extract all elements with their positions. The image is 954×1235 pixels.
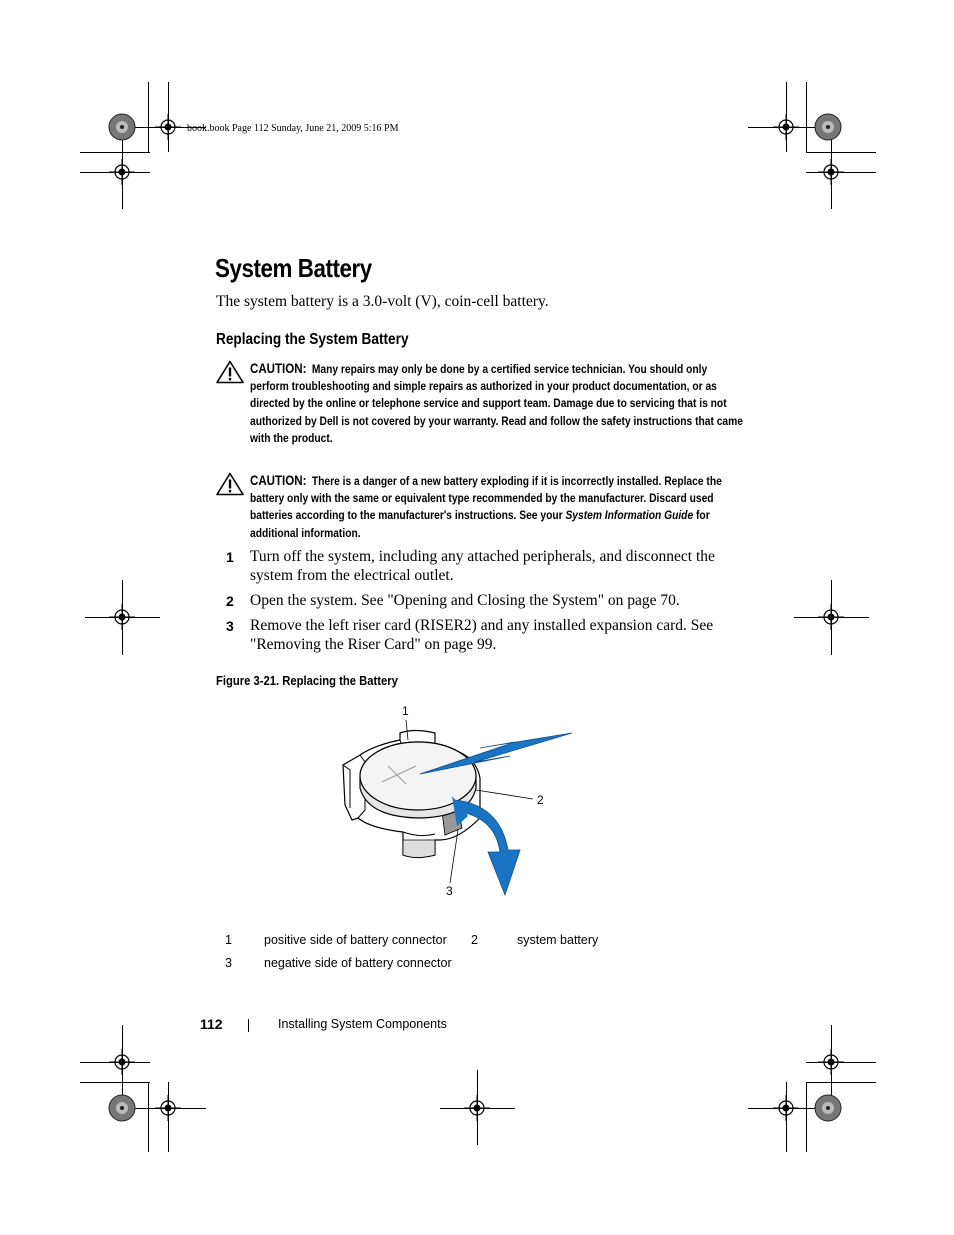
step-text: Open the system. See "Opening and Closing the System" on page 70. (250, 592, 680, 609)
warning-triangle-icon (216, 472, 244, 496)
step-number: 2 (226, 593, 234, 609)
caution-label: CAUTION: (250, 361, 307, 376)
page-title: System Battery (215, 253, 372, 283)
callout-label: 3 (446, 884, 453, 898)
section-heading: Replacing the System Battery (216, 331, 409, 348)
footer-section-title: Installing System Components (278, 1017, 447, 1031)
legend-label: system battery (517, 933, 599, 947)
guide-title: System Information Guide (565, 508, 694, 523)
step-number: 3 (226, 618, 234, 634)
step-number: 1 (226, 549, 234, 565)
caution-text (250, 472, 746, 542)
legend-label: positive side of battery connector (264, 933, 447, 947)
step-text: Turn off the system, including any attached peripherals, and disconnect the system from the electrical outlet. (250, 548, 715, 584)
footer-divider (248, 1019, 249, 1032)
caution-body: There is a danger of a new battery exploding if it is incorrectly installed. Replace the battery only with the same or equivalent type recommended by the manufacturer. Discard used batteries according to the manufacturer's instructions. See your (250, 474, 722, 523)
caution-body: Many repairs may only be done by a certified service technician. You should only perform troubleshooting and simple repairs as authorized in your product documentation, or as directed by the online or telephone service and support team. Damage due to servicing that is not authorized by Dell is not covered by your warranty. Read and follow the safety instructions that came with the product. (250, 362, 743, 445)
warning-triangle-icon (216, 360, 244, 384)
caution-text (250, 360, 746, 447)
step-text: Remove the left riser card (RISER2) and any installed expansion card. See "Removing the Riser Card" on page 99. (250, 617, 714, 653)
print-header-stamp: book.book Page 112 Sunday, June 21, 2009 5:16 PM (187, 123, 399, 134)
figure-caption: Figure 3-21. Replacing the Battery (216, 674, 398, 688)
callout-label: 1 (402, 704, 409, 718)
callout-label: 2 (537, 793, 544, 807)
legend-label: negative side of battery connector (264, 956, 452, 970)
legend-number: 1 (225, 933, 232, 947)
step-item (226, 592, 726, 612)
page-number: 112 (200, 1016, 223, 1032)
caution-label: CAUTION: (250, 473, 307, 488)
legend-number: 2 (471, 933, 478, 947)
legend-number: 3 (225, 956, 232, 970)
step-item (226, 617, 726, 657)
caution-notice (216, 360, 746, 470)
step-item (226, 548, 726, 588)
intro-paragraph: The system battery is a 3.0-volt (V), coin-cell battery. (216, 293, 549, 310)
battery-replacement-illustration (330, 700, 590, 910)
caution-body-end: for additional information. (250, 508, 710, 540)
caution-notice (216, 472, 746, 544)
